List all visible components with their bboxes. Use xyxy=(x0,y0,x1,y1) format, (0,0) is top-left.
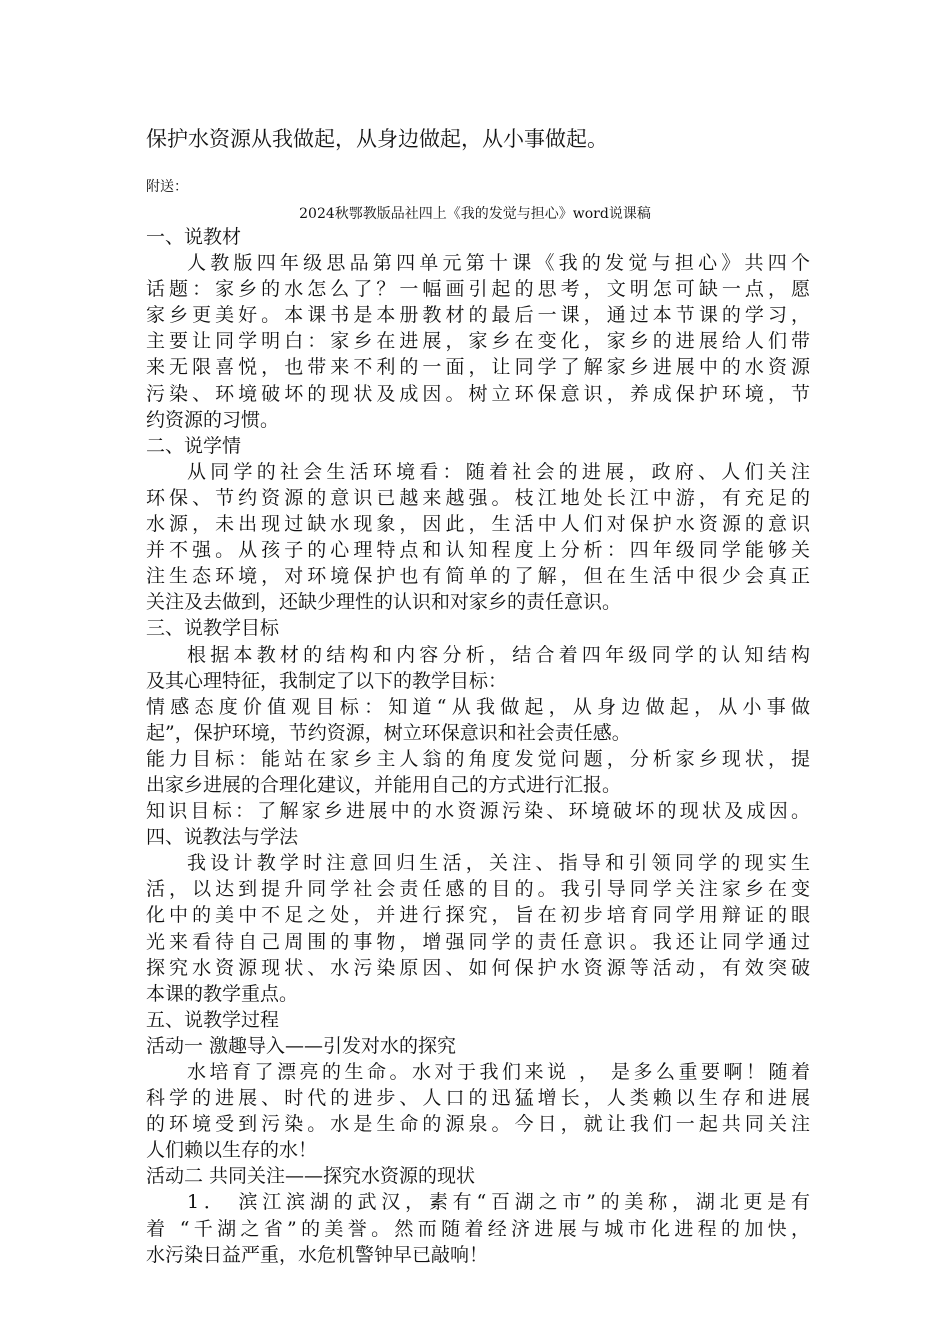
body-line: 约资源的习惯。 xyxy=(146,408,280,431)
body-line: 根据本教材的结构和内容分析，结合着四年级同学的认知结构 xyxy=(187,643,810,666)
body-line: 1． 滨江滨湖的武汉，素有“百湖之市”的美称，湖北更是有 xyxy=(187,1191,810,1214)
body-line: 话题：家乡的水怎么了？一幅画引起的思考，文明怎可缺一点，愿 xyxy=(146,278,810,301)
body-line: 本课的教学重点。 xyxy=(146,982,299,1005)
body-line: 从同学的社会生活环境看：随着社会的进展，政府、人们关注 xyxy=(187,460,810,483)
body-line: 关注及去做到，还缺少理性的认识和对家乡的责任意识。 xyxy=(146,591,622,614)
body-line: 能力目标：能站在家乡主人翁的角度发觉问题，分析家乡现状，提 xyxy=(146,747,810,770)
body-line: 并不强。从孩子的心理特点和认知程度上分析：四年级同学能够关 xyxy=(146,539,810,562)
body-line: 环保、节约资源的意识已越来越强。枝江地处长江中游，有充足的 xyxy=(146,486,810,509)
document-title: 2024秋鄂教版品社四上《我的发觉与担心》word说课稿 xyxy=(299,206,651,222)
body-line: 活动一 激趣导入——引发对水的探究 xyxy=(146,1034,457,1057)
body-line: 四、说教法与学法 xyxy=(146,826,299,849)
body-line: 化中的美中不足之处，并进行探究，旨在初步培育同学用辩证的眼 xyxy=(146,904,810,927)
body-line: 探究水资源现状、水污染原因、如何保护水资源等活动，有效突破 xyxy=(146,956,810,979)
body-line: 二、说学情 xyxy=(146,434,242,457)
body-line: 光来看待自己周围的事物，增强同学的责任意识。我还让同学通过 xyxy=(146,930,810,953)
body-line: 五、说教学过程 xyxy=(146,1008,280,1031)
body-line: 我设计教学时注意回归生活，关注、指导和引领同学的现实生 xyxy=(187,852,810,875)
body-line: 注生态环境，对环境保护也有简单的了解，但在生活中很少会真正 xyxy=(146,565,810,588)
attachment-label: 附送： xyxy=(146,179,188,195)
body-line: 知识目标：了解家乡进展中的水资源污染、环境破坏的现状及成因。 xyxy=(146,800,810,823)
body-line: 来无限喜悦，也带来不利的一面，让同学了解家乡进展中的水资源 xyxy=(146,356,810,379)
body-line: 出家乡进展的合理化建议，并能用自己的方式进行汇报。 xyxy=(146,773,622,796)
body-line: 情感态度价值观目标：知道“从我做起，从身边做起，从小事做 xyxy=(146,695,810,718)
intro-sentence: 保护水资源从我做起，从身边做起，从小事做起。 xyxy=(146,127,608,151)
body-line: 科学的进展、时代的进步、人口的迅猛增长，人类赖以生存和进展 xyxy=(146,1087,810,1110)
body-line: 及其心理特征，我制定了以下的教学目标： xyxy=(146,669,508,692)
document-body xyxy=(146,224,810,1268)
body-line: 人们赖以生存的水！ xyxy=(146,1139,318,1162)
body-line: 水培育了漂亮的生命。水对于我们来说 ， 是多么重要啊！随着 xyxy=(187,1061,810,1083)
body-line: 着 “千湖之省”的美誉。然而随着经济进展与城市化进程的加快， xyxy=(146,1217,810,1240)
body-line: 活动二 共同关注——探究水资源的现状 xyxy=(146,1165,476,1188)
body-line: 三、说教学目标 xyxy=(146,617,280,640)
body-line: 的环境受到污染。水是生命的源泉。今日，就让我们一起共同关注 xyxy=(146,1113,810,1136)
body-line: 水污染日益严重，水危机警钟早已敲响！ xyxy=(146,1243,489,1266)
body-line: 活，以达到提升同学社会责任感的目的。我引导同学关注家乡在变 xyxy=(146,878,810,901)
body-line: 主要让同学明白：家乡在进展，家乡在变化，家乡的进展给人们带 xyxy=(146,330,810,353)
body-line: 水源，未出现过缺水现象，因此，生活中人们对保护水资源的意识 xyxy=(146,513,810,536)
body-line: 人教版四年级思品第四单元第十课《我的发觉与担心》共四个 xyxy=(187,252,810,275)
body-line: 一、说教材 xyxy=(146,226,242,248)
body-line: 家乡更美好。本课书是本册教材的最后一课，通过本节课的学习， xyxy=(146,304,810,327)
body-line: 起”，保护环境，节约资源，树立环保意识和社会责任感。 xyxy=(146,721,631,744)
body-line: 污染、环境破坏的现状及成因。树立环保意识，养成保护环境，节 xyxy=(146,382,810,405)
